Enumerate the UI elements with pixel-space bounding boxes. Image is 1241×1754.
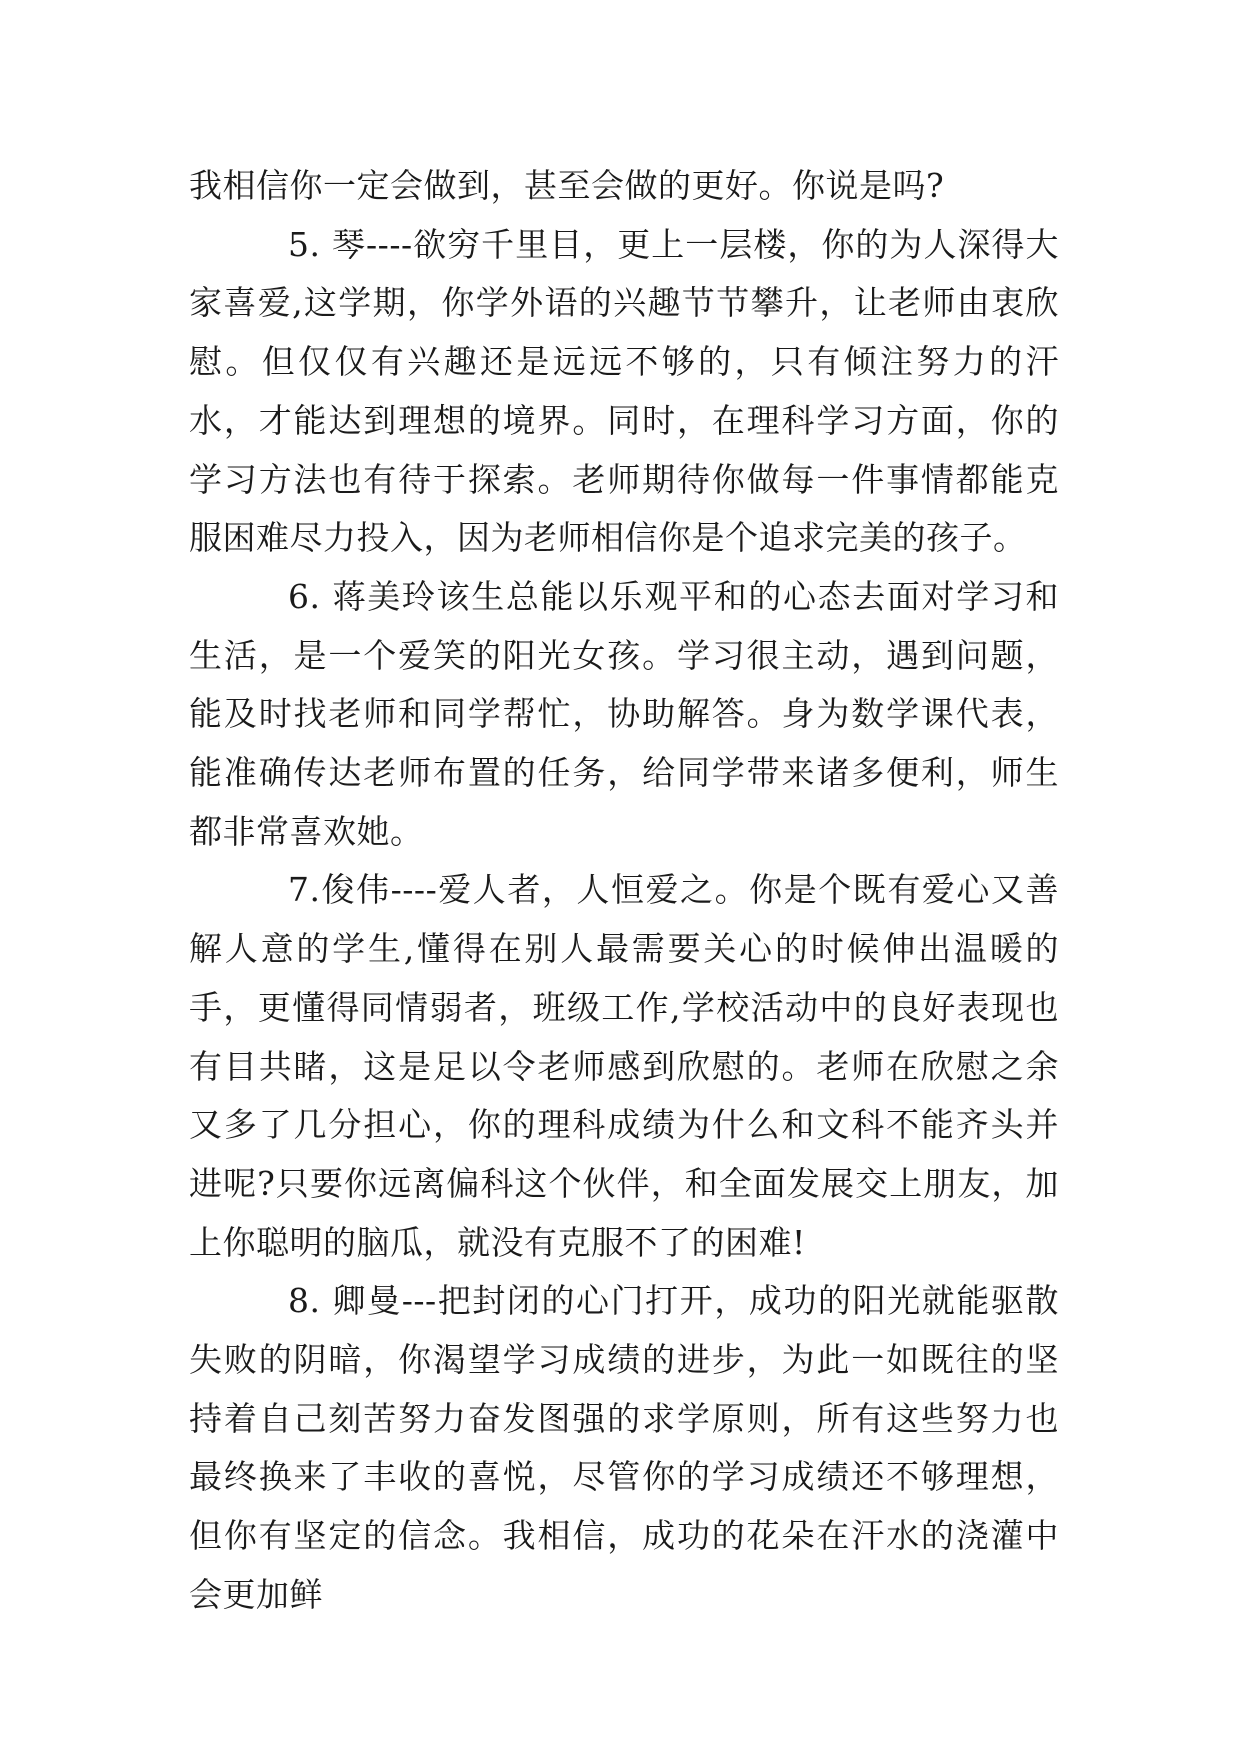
paragraph-continuation: 我相信你一定会做到，甚至会做的更好。你说是吗? <box>189 166 945 205</box>
paragraph-item-6: 6. 蒋美玲该生总能以乐观平和的心态去面对学习和生活，是一个爱笑的阳光女孩。学习很主动，遇到问题，能及时找老师和同学帮忙，协助解答。身为数学课代表，能准确传达老师布置的任务，给同学带来诸多便利，师生都非常喜欢她。 <box>189 576 1059 851</box>
paragraph-item-7: 7.俊伟----爱人者，人恒爱之。你是个既有爱心又善解人意的学生,懂得在别人最需要关心的时候伸出温暖的手，更懂得同情弱者，班级工作,学校活动中的良好表现也有目共睹，这是足以令老师感到欣慰的。老师在欣慰之余又多了几分担心，你的理科成绩为什么和文科不能齐头并进呢?只要你远离偏科这个伙伴，和全面发展交上朋友，加上你聪明的脑瓜，就没有克服不了的困难! <box>189 870 1059 1262</box>
paragraph-item-5: 5. 琴----欲穷千里目，更上一层楼，你的为人深得大家喜爱,这学期，你学外语的兴趣节节攀升，让老师由衷欣慰。但仅仅有兴趣还是远远不够的，只有倾注努力的汗水，才能达到理想的境界。同时，在理科学习方面，你的学习方法也有待于探索。老师期待你做每一件事情都能克服困难尽力投入，因为老师相信你是个追求完美的孩子。 <box>189 224 1059 558</box>
document-body <box>189 157 1059 1625</box>
paragraph-item-8: 8. 卿曼---把封闭的心门打开，成功的阳光就能驱散失败的阴暗，你渴望学习成绩的进步，为此一如既往的坚持着自己刻苦努力奋发图强的求学原则，所有这些努力也最终换来了丰收的喜悦，尽管你的学习成绩还不够理想，但你有坚定的信念。我相信，成功的花朵在汗水的浇灌中会更加鲜 <box>189 1281 1059 1614</box>
